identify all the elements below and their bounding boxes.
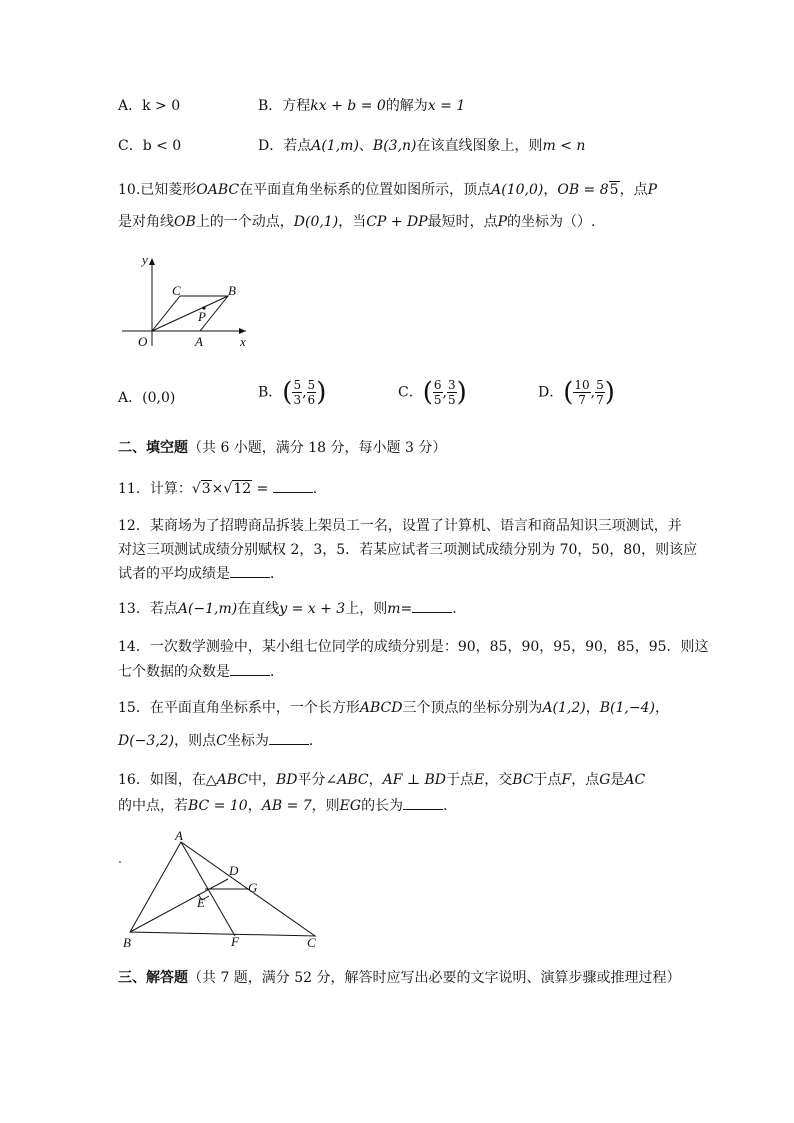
frac — [595, 378, 605, 407]
q10-option-c: C．( $\frac{6}{5}$ , $\frac{3}{5}$ ) — [398, 377, 467, 408]
q10-line-2 — [118, 212, 595, 232]
q13-variable: m — [387, 601, 401, 617]
q10-option-b: B．( $\frac{5}{3}$ , $\frac{5}{6}$ ) — [258, 377, 327, 408]
q10-option-c-label: C． — [398, 384, 423, 401]
label-f: F — [231, 934, 239, 949]
section-2-heading — [118, 438, 446, 458]
q10-option-b-label: B． — [258, 384, 283, 401]
q14-text: ． — [270, 664, 284, 680]
q9-option-d-point-b: B(3,n) — [372, 138, 417, 154]
denominator: 5 — [433, 393, 442, 407]
q10-option-d-label: D． — [538, 384, 564, 401]
q16-text: 的中点，若 — [118, 798, 188, 814]
label-b: B — [228, 283, 236, 298]
q15-point-d: D(−3,2) — [118, 733, 175, 749]
q16-line-1 — [118, 770, 645, 790]
q9-option-b-prefix: B．方程 — [258, 98, 311, 114]
q10-ob-length: OB = 8 — [557, 182, 609, 198]
q9-option-d-point-a: A(1,m) — [311, 138, 359, 154]
q15-text: ，则点 — [174, 733, 217, 749]
q9-option-b-equation: kx + b = 0 — [310, 98, 386, 114]
q13-text: 在直线 — [237, 601, 280, 617]
q15-text: ， — [585, 700, 600, 716]
q11-equals: = — [252, 481, 273, 497]
q9-option-c — [118, 136, 181, 156]
q9-option-d-mid: 在该直线图象上，则 — [416, 138, 543, 154]
q10-point-a: A(10,0) — [491, 182, 544, 198]
q14-text: 七个数据的众数是 — [118, 664, 230, 680]
comma: , — [302, 384, 307, 401]
section-2-note: （共 6 小题，满分 18 分，每小题 3 分） — [188, 440, 447, 456]
label-e: E — [197, 895, 205, 910]
q13-answer-blank[interactable] — [412, 598, 452, 613]
denominator: 7 — [578, 393, 586, 407]
q10-point-p: P — [647, 182, 657, 198]
q11-text: . — [312, 481, 318, 497]
q16-segment-bd: BD — [275, 772, 298, 788]
q15-text: 三个顶点的坐标分别为 — [402, 700, 543, 716]
q12-answer-blank[interactable] — [230, 563, 270, 578]
numerator: 3 — [447, 378, 456, 392]
q12-line-2: 对这三项测试成绩分别赋权 2，3，5．若某应试者三项测试成绩分别为 70，50，80，则该应 — [118, 542, 698, 558]
q11-radicand-1: 3 — [201, 481, 211, 497]
q10-text: 在平面直角坐标系的位置如图所示，顶点 — [239, 182, 492, 198]
q16-point-g: G — [599, 772, 611, 788]
q10-text: 10.已知菱形 — [118, 182, 197, 198]
label-c: C — [307, 935, 316, 950]
q15-answer-blank[interactable] — [269, 730, 309, 745]
q9-option-d-conclusion: m < n — [542, 138, 586, 154]
q11-radicand-2: 12 — [233, 481, 252, 497]
q15-rect-name: ABCD — [359, 700, 403, 716]
frac — [447, 378, 457, 407]
frac — [573, 378, 590, 407]
q13-text: 13．若点 — [118, 601, 178, 617]
label-y: y — [142, 252, 148, 267]
q16-bc-length: BC = 10 — [188, 798, 248, 814]
frac — [307, 378, 317, 407]
label-a: A — [195, 334, 203, 349]
q9-option-b-solution: x = 1 — [427, 98, 466, 114]
q13-line-equation: y = x + 3 — [279, 601, 346, 617]
q16-text: ，交 — [484, 772, 513, 788]
diagonal-ob — [152, 296, 228, 331]
q13-text: = — [400, 601, 413, 617]
q16-text: ，则 — [311, 798, 340, 814]
q10-text: 是对角线 — [118, 214, 174, 230]
q10-rhombus-name: OABC — [196, 182, 240, 198]
numerator: 5 — [307, 378, 316, 392]
q15-line-1 — [118, 698, 669, 718]
comma: , — [590, 384, 596, 401]
q10-sum-expr: CP + DP — [366, 214, 428, 230]
q9-option-c-text: C．b < 0 — [118, 138, 182, 154]
q13-text: ． — [452, 601, 467, 617]
q16-angle: ∠ABC — [325, 772, 369, 788]
q16-perpendicular: AF ⊥ BD — [382, 772, 446, 788]
q9-option-b-suffix: 的解为 — [385, 98, 428, 114]
denominator: 6 — [307, 393, 316, 407]
q10-rhombus-figure — [118, 250, 258, 354]
q16-text: 的长为 — [361, 798, 404, 814]
q10-option-a-value: (0,0) — [142, 390, 176, 406]
q12-text: ． — [270, 566, 284, 582]
q11-times: × — [211, 481, 224, 497]
frac — [292, 378, 302, 407]
q11-text: 11．计算： — [118, 481, 192, 497]
q10-text: ， — [543, 182, 558, 198]
q16-triangle-figure — [118, 828, 330, 952]
q15-text: ， — [654, 700, 669, 716]
q16-text: ． — [443, 798, 458, 814]
label-o: O — [138, 334, 148, 349]
q16-triangle: △ABC — [205, 772, 248, 788]
q11: 11．计算：√3×√12 = . — [118, 478, 317, 499]
q10-text: ，点 — [619, 182, 648, 198]
section-3-heading — [118, 968, 681, 988]
q13-text: 上，则 — [345, 601, 388, 617]
denominator: 7 — [596, 393, 604, 407]
numerator: 6 — [433, 378, 442, 392]
q9-option-d-sep: 、 — [358, 138, 373, 154]
q15-text: ． — [308, 733, 323, 749]
q15-point-c: C — [216, 733, 227, 749]
q10-option-a — [118, 388, 175, 408]
q16-segment-bc: BC — [512, 772, 534, 788]
q16-text: ， — [368, 772, 383, 788]
q10-text: 的坐标为（）. — [507, 214, 596, 230]
numerator: 5 — [596, 378, 604, 392]
section-3-note: （共 7 题，满分 52 分，解答时应写出必要的文字说明、演算步骤或推理过程） — [188, 970, 681, 986]
q10-point-p: P — [497, 214, 508, 230]
label-c: C — [172, 283, 181, 298]
q14-answer-blank[interactable] — [230, 661, 270, 676]
q16-text: 中， — [247, 772, 276, 788]
section-2-title: 二、填空题 — [118, 440, 188, 456]
label-a: A — [175, 828, 183, 843]
q12-text: 试者的平均成绩是 — [118, 566, 230, 582]
q16-text: 于点 — [446, 772, 474, 788]
y-axis-arrow — [149, 258, 155, 265]
q13-point: A(−1,m) — [177, 601, 238, 617]
q16-text: 是 — [610, 772, 625, 788]
q9-option-b — [258, 96, 465, 116]
comma: , — [442, 384, 447, 401]
numerator: 10 — [574, 378, 590, 392]
q14-line-2 — [118, 661, 284, 682]
label-b: B — [123, 935, 131, 950]
q10-text: ，当 — [338, 214, 367, 230]
q15-text: 15．在平面直角坐标系中，一个长方形 — [118, 700, 360, 716]
numerator: 5 — [293, 378, 302, 392]
denominator: 3 — [293, 393, 302, 407]
q10-text: 最短时，点 — [427, 214, 498, 230]
stray-dot — [119, 861, 121, 863]
q10-text: 上的一个动点， — [195, 214, 294, 230]
q16-text: 16．如图，在 — [118, 772, 206, 788]
q14-line-1: 14．一次数学测验中，某小组七位同学的成绩分别是：90，85，90，95，90，85，95．则这 — [118, 639, 709, 655]
q10-sqrt-value: 5 — [609, 182, 619, 198]
q16-text: ，点 — [571, 772, 600, 788]
q16-text: 平分 — [297, 772, 326, 788]
q16-segment-ac: AC — [624, 772, 646, 788]
frac — [433, 378, 443, 407]
denominator: 5 — [447, 393, 456, 407]
q16-segment-eg: EG — [339, 798, 362, 814]
label-x: x — [240, 334, 246, 349]
q11-answer-blank[interactable] — [273, 478, 313, 493]
q16-answer-blank[interactable] — [403, 795, 443, 810]
q15-text: 坐标为 — [226, 733, 269, 749]
label-p: P — [198, 309, 206, 324]
q12-line-1: 12．某商场为了招聘商品拆装上架员工一名，设置了计算机、语言和商品知识三项测试，并 — [118, 518, 682, 534]
q12-line-3 — [118, 563, 284, 584]
q16-text: 于点 — [533, 772, 562, 788]
q13 — [118, 598, 466, 619]
q10-line-1 — [118, 180, 657, 200]
label-g: G — [248, 880, 258, 895]
q9-option-a-text: A．k > 0 — [118, 98, 181, 114]
q10-diagonal: OB — [174, 214, 196, 230]
q10-option-d: D．( $\frac{10}{7}$ , $\frac{5}{7}$ ) — [538, 377, 615, 408]
q16-point-f: F — [561, 772, 572, 788]
q16-line-2 — [118, 795, 457, 816]
q10-point-d: D(0,1) — [293, 214, 339, 230]
q16-text: ， — [247, 798, 262, 814]
q9-option-a — [118, 96, 180, 116]
q15-point-a: A(1,2) — [542, 700, 586, 716]
q9-option-d-prefix: D．若点 — [258, 138, 312, 154]
q10-option-a-label: A． — [118, 390, 143, 406]
q16-ab-length: AB = 7 — [261, 798, 312, 814]
q16-point-e: E — [474, 772, 485, 788]
q9-option-d — [258, 136, 585, 156]
q15-line-2 — [118, 730, 323, 751]
section-3-title: 三、解答题 — [118, 970, 188, 986]
q15-point-b: B(1,−4) — [599, 700, 655, 716]
label-d: D — [229, 863, 239, 878]
